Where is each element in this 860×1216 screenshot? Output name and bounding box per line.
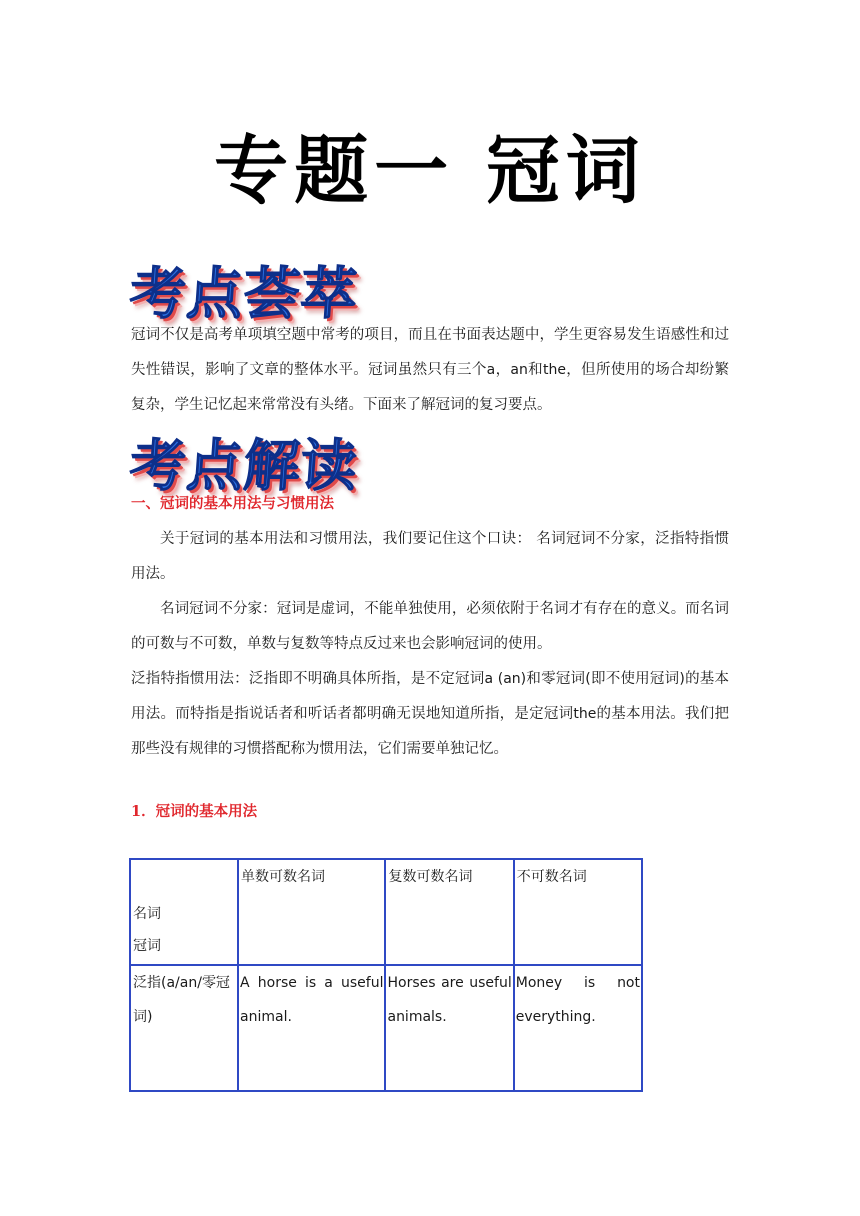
corner-label-noun: 名词 (133, 906, 161, 922)
corner-label-article: 冠词 (133, 938, 161, 954)
article-usage-table (129, 858, 643, 1092)
table-header-uncountable: 不可数名词 (514, 859, 642, 965)
intro-paragraph: 冠词不仅是高考单项填空题中常考的项目，而且在书面表达题中，学生更容易发生语感性和过失性错误，影响了文章的整体水平。冠词虽然只有三个a，an和the，但所使用的场合却纷繁复杂，学生记忆起来常常没有头绪。下面来了解冠词的复习要点。 (131, 327, 730, 413)
table-header-singular-countable: 单数可数名词 (238, 859, 385, 965)
paragraph-noun-article: 名词冠词不分家：冠词是虚词，不能单独使用，必须依附于名词才有存在的意义。而名词的可数与不可数，单数与复数等特点反过来也会影响冠词的使用。 (131, 601, 729, 652)
section-banner-highlights: 考点荟萃 (127, 262, 360, 327)
page-title: 专题一 冠词 (214, 128, 646, 214)
section-banner-explanation: 考点解读 (127, 434, 360, 499)
subheading-basic-usage: 1．冠词的基本用法 (131, 803, 258, 820)
table-row (130, 965, 642, 1091)
table-header-plural-countable: 复数可数名词 (385, 859, 513, 965)
table-cell: Money is not everything. (514, 965, 642, 1091)
table-cell: A horse is a useful animal. (238, 965, 385, 1091)
section-heading-basic-and-idiomatic: 一、冠词的基本用法与习惯用法 (131, 495, 334, 512)
paragraph-mnemonic: 关于冠词的基本用法和习惯用法，我们要记住这个口诀： 名词冠词不分家，泛指特指惯用法。 (131, 531, 729, 582)
table-cell: Horses are useful animals. (385, 965, 513, 1091)
table-corner-cell (130, 859, 238, 965)
paragraph-general-specific: 泛指特指惯用法：泛指即不明确具体所指，是不定冠词a (an)和零冠词(即不使用冠词)的基本用法。而特指是指说话者和听话者都明确无误地知道所指，是定冠词the的基本用法。我们把那些没有规律的习惯搭配称为惯用法，它们需要单独记忆。 (131, 671, 730, 757)
table-row-label-general: 泛指(a/an/零冠词) (130, 965, 238, 1091)
table-header-row (130, 859, 642, 965)
